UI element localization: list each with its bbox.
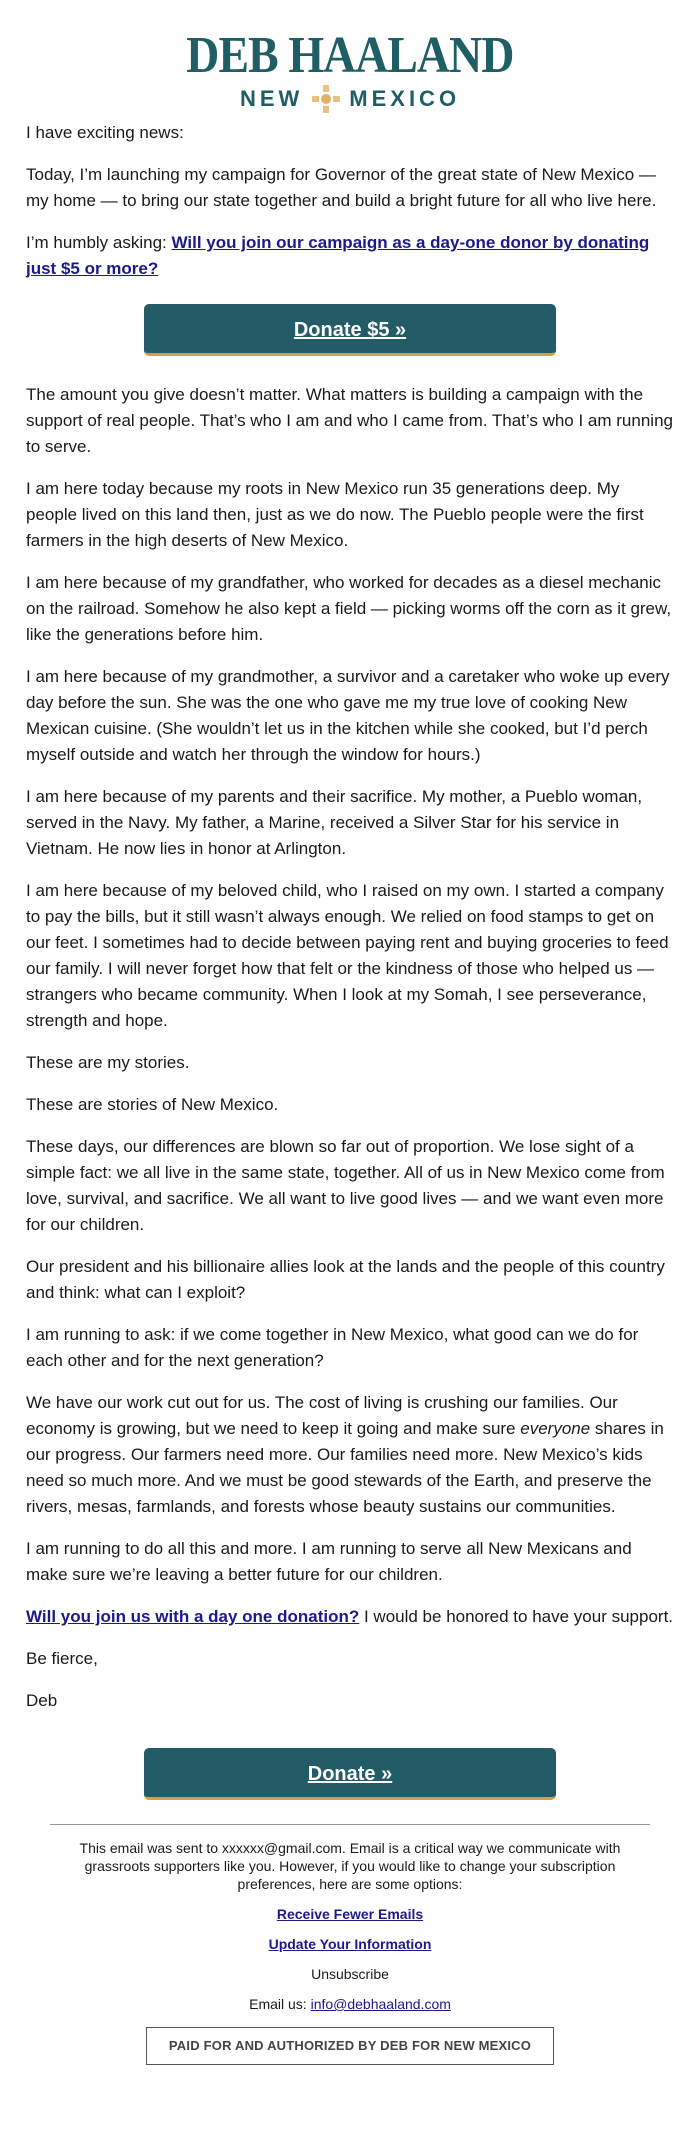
intro-paragraph-2: Today, I’m launching my campaign for Governor of the great state of New Mexico — my home — to bring our state together and build a bright future for all who live here. bbox=[26, 165, 657, 210]
donate-5-button[interactable]: Donate $5 » bbox=[144, 304, 556, 356]
logo-sub-left: NEW bbox=[239, 86, 304, 111]
body-paragraph-7: These are my stories. bbox=[26, 1053, 190, 1072]
body-paragraph-5: I am here because of my parents and their sacrifice. My mother, a Pueblo woman, served in the Navy. My father, a Marine, received a Silver Star for his service in Vietnam. He now lies in honor at Arlington. bbox=[26, 787, 643, 858]
body-paragraph-1: The amount you give doesn’t matter. What matters is building a campaign with the support of real people. That’s who I am and who I came from. That’s who I am running to serve. bbox=[26, 385, 673, 456]
unsubscribe-link[interactable]: Unsubscribe bbox=[311, 1966, 389, 1982]
donate-ask-link[interactable]: Will you join our campaign as a day-one donor by donating just $5 or more? bbox=[26, 233, 650, 278]
p12-part-a: We have our work cut out for us. The cost of living is crushing our families. Our economy is growing, but we need to keep it going and make sure bbox=[26, 1393, 618, 1438]
ask-prefix: I’m humbly asking: bbox=[26, 233, 172, 252]
signature: Deb bbox=[26, 1691, 58, 1710]
body-paragraph-8: These are stories of New Mexico. bbox=[26, 1095, 279, 1114]
logo-subtitle bbox=[0, 84, 700, 114]
receive-fewer-emails-link[interactable]: Receive Fewer Emails bbox=[276, 1906, 424, 1922]
signoff: Be fierce, bbox=[26, 1649, 98, 1668]
day-one-donation-link[interactable]: Will you join us with a day one donation? bbox=[26, 1607, 360, 1626]
paid-for-disclaimer: PAID FOR AND AUTHORIZED BY DEB FOR NEW MEXICO bbox=[146, 2027, 554, 2065]
p12-emphasis: everyone bbox=[520, 1419, 591, 1438]
body-paragraph-4: I am here because of my grandmother, a survivor and a caretaker who woke up every day before the sun. She was the one who gave me my true love of cooking New Mexican cuisine. (She wouldn’t let us in the kitchen while she cooked, but I’d perch myself outside and watch her through the window for hours.) bbox=[26, 667, 670, 764]
body-paragraph-12 bbox=[26, 1390, 674, 1520]
body-paragraph-11: I am running to ask: if we come together in New Mexico, what good can we do for each other and for the next generation? bbox=[26, 1325, 639, 1370]
logo-sub-right: MEXICO bbox=[349, 86, 461, 111]
zia-sun-icon bbox=[311, 84, 341, 114]
donate-button-row-2 bbox=[26, 1748, 674, 1800]
body-paragraph-9: These days, our differences are blown so far out of proportion. We lose sight of a simple fact: we all live in the same state, together. All of us in New Mexico come from love, survival, and sacrifice. We all want to live good lives — and we want even more for our children. bbox=[26, 1137, 665, 1234]
paid-for-wrapper bbox=[64, 2027, 636, 2065]
update-information-link[interactable]: Update Your Information bbox=[268, 1936, 432, 1952]
body-paragraph-10: Our president and his billionaire allies look at the lands and the people of this country and think: what can I exploit? bbox=[26, 1257, 665, 1302]
body-paragraph-3: I am here because of my grandfather, who worked for decades as a diesel mechanic on the railroad. Somehow he also kept a field — picking worms off the corn as it grew, like the generations before him. bbox=[26, 573, 672, 644]
donate-button[interactable]: Donate » bbox=[144, 1748, 556, 1800]
email-label: Email us: bbox=[249, 1996, 311, 2012]
body-paragraph-13: I am running to do all this and more. I am running to serve all New Mexicans and make sure we’re leaving a better future for our children. bbox=[26, 1539, 632, 1584]
campaign-logo bbox=[0, 0, 700, 120]
intro-paragraph-1: I have exciting news: bbox=[26, 123, 184, 142]
body-paragraph-14 bbox=[26, 1604, 674, 1630]
contact-email-link[interactable]: info@debhaaland.com bbox=[310, 1996, 451, 2012]
body-paragraph-6: I am here because of my beloved child, who I raised on my own. I started a company to pay the bills, but it still wasn’t always enough. We relied on food stamps to get on our feet. I sometimes had to decide between paying rent and buying groceries to feed our family. I will never forget how that felt or the kindness of those who helped us — strangers who became community. When I look at my Somah, I see perseverance, strength and hope. bbox=[26, 881, 669, 1030]
p12-part-b: shares in our progress. Our farmers need more. Our families need more. New Mexico’s kids need so much more. And we must be good stewards of the Earth, and preserve the rivers, mesas, farmlands, and forests whose beauty sustains our communities. bbox=[26, 1419, 664, 1516]
logo-name: DEB HAALAND bbox=[186, 27, 514, 84]
footer-notice: This email was sent to xxxxxx@gmail.com. Email is a critical way we communicate with grassroots supporters like you. However, if you would like to change your subscription preferences, here are some options: bbox=[79, 1840, 621, 1892]
p14-suffix: I would be honored to have your support. bbox=[359, 1607, 674, 1626]
footer-email-line bbox=[64, 1995, 636, 2013]
donate-button-row-1 bbox=[26, 304, 674, 356]
email-content bbox=[0, 120, 700, 1800]
footer bbox=[0, 1825, 700, 2065]
intro-paragraph-3 bbox=[26, 230, 674, 282]
body-paragraph-2: I am here today because my roots in New Mexico run 35 generations deep. My people lived on this land then, just as we do now. The Pueblo people were the first farmers in the high deserts of New Mexico. bbox=[26, 479, 644, 550]
